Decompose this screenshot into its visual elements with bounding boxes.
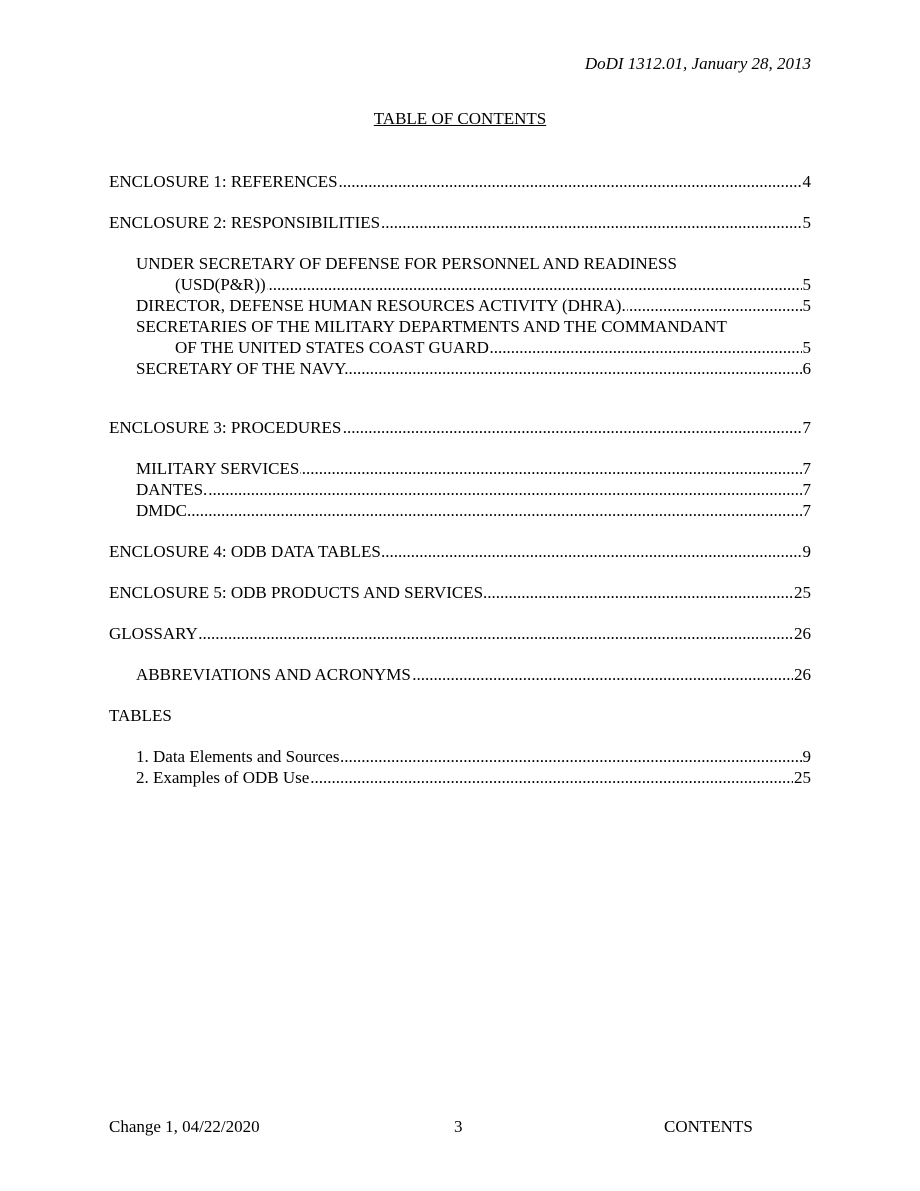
- dot-leader: [136, 479, 811, 500]
- toc-entry-label: DIRECTOR, DEFENSE HUMAN RESOURCES ACTIVITY (DHRA).: [136, 296, 626, 315]
- toc-entry-page: 5: [802, 275, 811, 294]
- toc-entry-table-1[interactable]: [136, 746, 811, 767]
- toc-entry-page: 5: [802, 213, 811, 232]
- toc-entry-label: MILITARY SERVICES: [136, 459, 300, 478]
- toc-entry-label: ENCLOSURE 3: PROCEDURES: [109, 418, 342, 437]
- toc-entry-dhra[interactable]: [136, 295, 811, 316]
- table-of-contents: [109, 171, 811, 788]
- toc-entry-page: 6: [802, 359, 811, 378]
- footer-section-label: CONTENTS: [664, 1117, 753, 1136]
- toc-entry-usdpr-line1[interactable]: UNDER SECRETARY OF DEFENSE FOR PERSONNEL AND READINESS: [136, 254, 677, 273]
- toc-entry-label: DANTES.: [136, 480, 208, 499]
- dot-leader: [109, 623, 811, 644]
- toc-entry-enclosure-2[interactable]: [109, 212, 811, 233]
- toc-entry-secmil-line1[interactable]: SECRETARIES OF THE MILITARY DEPARTMENTS AND THE COMMANDANT: [136, 317, 727, 336]
- toc-entry-usdpr[interactable]: [175, 274, 811, 295]
- toc-entry-secnav[interactable]: [136, 358, 811, 379]
- toc-entry-label: DMDC.: [136, 501, 192, 520]
- toc-entry-label: 2. Examples of ODB Use: [136, 768, 310, 787]
- document-reference: DoDI 1312.01, January 28, 2013: [584, 54, 811, 73]
- toc-entry-label: OF THE UNITED STATES COAST GUARD: [175, 338, 489, 357]
- toc-entry-enclosure-3[interactable]: [109, 417, 811, 438]
- toc-entry-page: 5: [802, 296, 811, 315]
- toc-entry-page: 25: [794, 583, 811, 602]
- dot-leader: [175, 274, 811, 295]
- toc-entry-label: SECRETARY OF THE NAVY.: [136, 359, 349, 378]
- toc-entry-page: 26: [794, 624, 811, 643]
- toc-entry-page: 9: [802, 747, 811, 766]
- toc-entry-page: 5: [802, 338, 811, 357]
- toc-entry-label: ENCLOSURE 5: ODB PRODUCTS AND SERVICES: [109, 583, 484, 602]
- toc-entry-table-2[interactable]: [136, 767, 811, 788]
- toc-entry-page: 7: [802, 480, 811, 499]
- toc-entry-page: 26: [794, 665, 811, 684]
- toc-entry-dantes[interactable]: [136, 479, 811, 500]
- toc-entry-page: 7: [802, 459, 811, 478]
- toc-entry-page: 7: [802, 501, 811, 520]
- toc-entry-label: (USD(P&R)): [175, 275, 266, 294]
- toc-entry-label: ABBREVIATIONS AND ACRONYMS: [136, 665, 411, 684]
- toc-entry-page: 25: [794, 768, 811, 787]
- toc-entry-label: ENCLOSURE 2: RESPONSIBILITIES: [109, 213, 381, 232]
- toc-entry-abbreviations[interactable]: [136, 664, 811, 685]
- toc-entry-military-services[interactable]: [136, 458, 811, 479]
- footer-page-number: 3: [454, 1117, 463, 1136]
- toc-entry-enclosure-5[interactable]: [109, 582, 811, 603]
- toc-entry-label: GLOSSARY: [109, 624, 198, 643]
- toc-entry-page: 7: [802, 418, 811, 437]
- toc-entry-page: 9: [802, 542, 811, 561]
- toc-entry-page: 4: [802, 172, 811, 191]
- toc-entry-dmdc[interactable]: [136, 500, 811, 521]
- toc-entry-secmil[interactable]: [175, 337, 811, 358]
- tables-heading: TABLES: [109, 706, 172, 725]
- dot-leader: [136, 500, 811, 521]
- page-title: TABLE OF CONTENTS: [373, 109, 547, 128]
- toc-entry-enclosure-4[interactable]: [109, 541, 811, 562]
- footer-change-note: Change 1, 04/22/2020: [109, 1117, 260, 1136]
- toc-entry-label: ENCLOSURE 1: REFERENCES: [109, 172, 338, 191]
- toc-entry-enclosure-1[interactable]: [109, 171, 811, 192]
- toc-entry-label: 1. Data Elements and Sources: [136, 747, 340, 766]
- toc-entry-label: ENCLOSURE 4: ODB DATA TABLES: [109, 542, 381, 561]
- toc-entry-glossary[interactable]: [109, 623, 811, 644]
